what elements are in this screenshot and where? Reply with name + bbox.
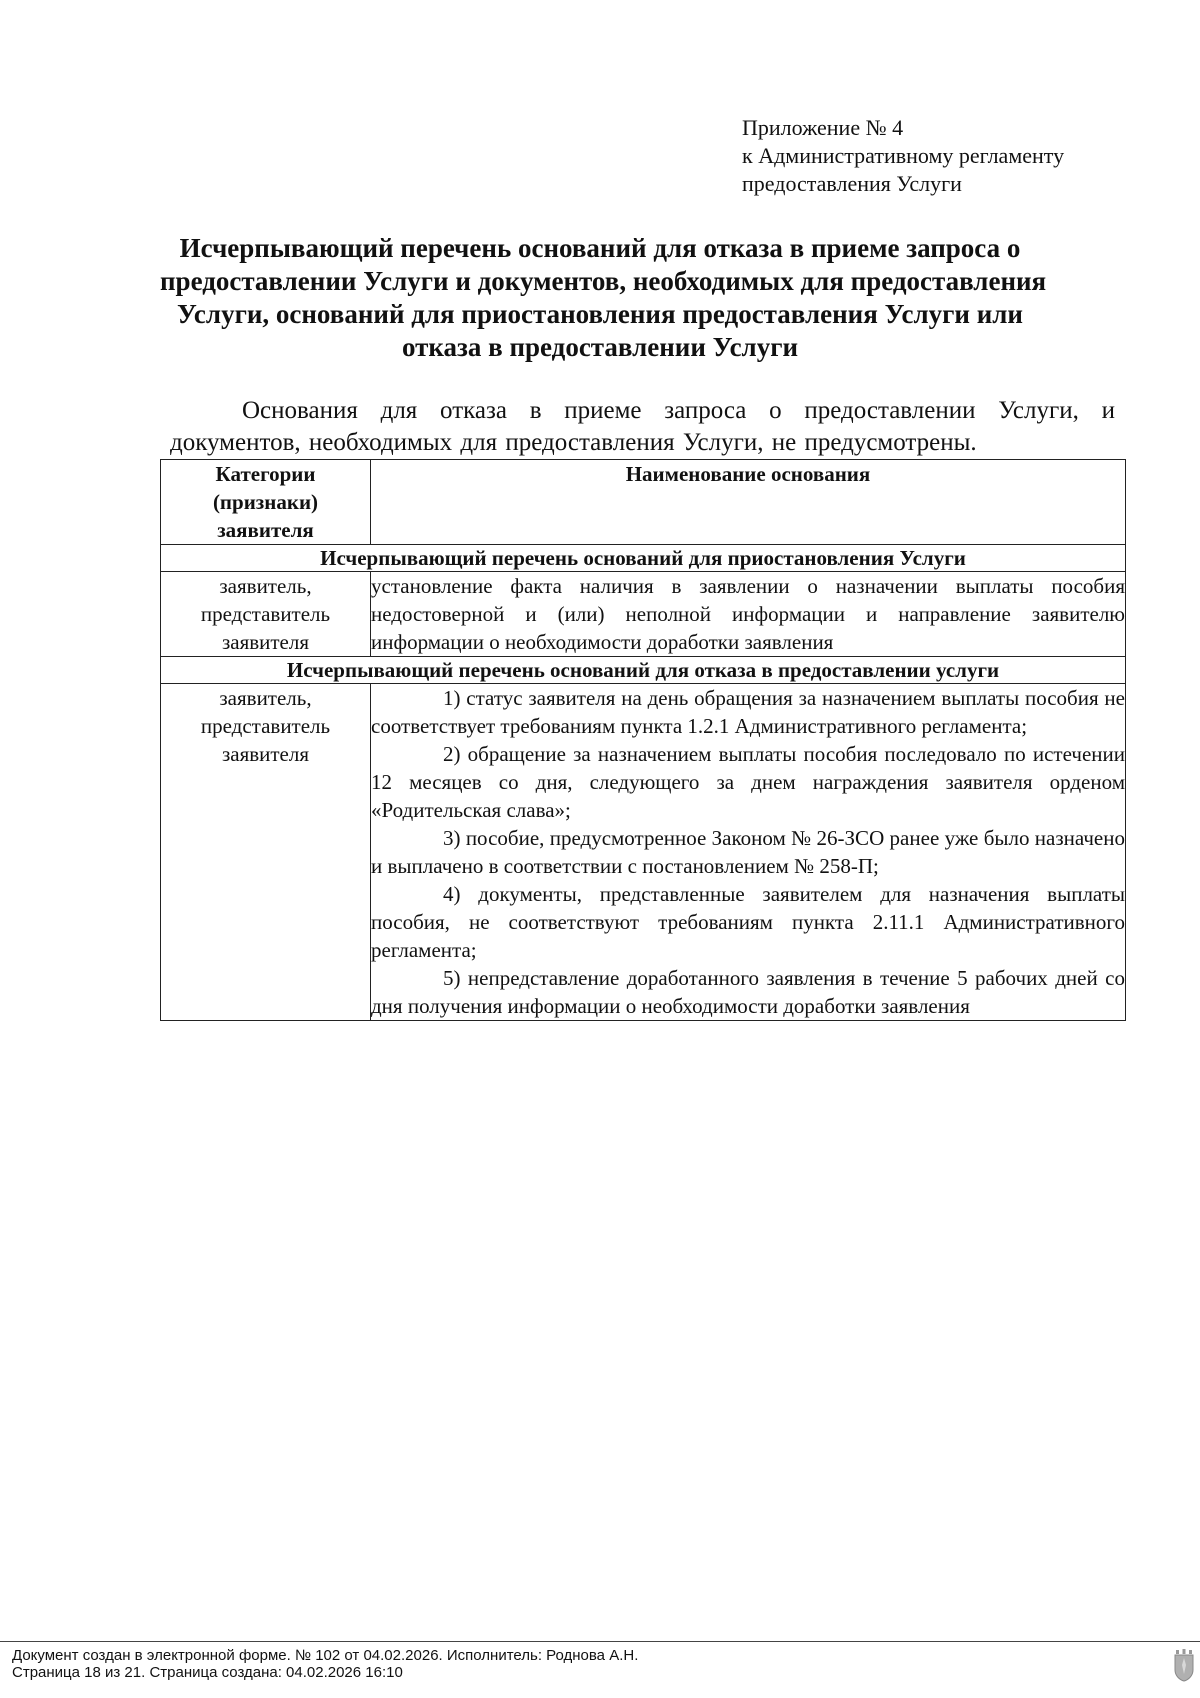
footer-stamp xyxy=(12,1647,638,1681)
title-line-2: предоставлении Услуги и документов, необходимых для предоставления xyxy=(160,266,1047,296)
refusal-text-cell xyxy=(371,684,1126,1021)
refusal-item-4: 4) документы, представленные заявителем для назначения выплаты пособия, не соответствуют требованиям пункта 2.11.1 Административного регламента; xyxy=(371,882,1125,962)
suspension-category-line-2: представитель xyxy=(200,602,331,626)
suspension-category-cell xyxy=(161,572,371,657)
refusal-item-3: 3) пособие, предусмотренное Законом № 26-ЗСО ранее уже было назначено и выплачено в соответствии с постановлением № 258-П; xyxy=(371,826,1125,878)
refusal-category-cell xyxy=(161,684,371,1021)
title-line-4: отказа в предоставлении Услуги xyxy=(401,332,799,362)
suspension-row xyxy=(161,572,1126,657)
suspension-category-line-1: заявитель, xyxy=(219,574,312,598)
footer-line-1: Документ создан в электронной форме. № 102 от 04.02.2026. Исполнитель: Роднова А.Н. xyxy=(12,1647,639,1664)
appendix-line-2: к Административному регламенту xyxy=(742,143,1065,168)
refusal-item-5: 5) непредставление доработанного заявления в течение 5 рабочих дней со дня получения информации о необходимости доработки заявления xyxy=(371,966,1125,1018)
header-category-line-3: заявителя xyxy=(217,518,314,542)
refusal-category-line-1: заявитель, xyxy=(219,686,312,710)
suspension-text-cell: установление факта наличия в заявлении о назначении выплаты пособия недостоверной и (или) неполной информации и направление заявителю информации о необходимости доработки заявления xyxy=(371,572,1126,657)
refusal-heading-row xyxy=(161,657,1126,684)
suspension-heading: Исчерпывающий перечень оснований для приостановления Услуги xyxy=(161,545,1126,572)
coat-of-arms-icon xyxy=(1172,1648,1196,1682)
header-name-cell: Наименование основания xyxy=(371,460,1126,545)
refusal-row xyxy=(161,684,1126,1021)
footer-divider xyxy=(0,1641,1200,1642)
refusal-item-2: 2) обращение за назначением выплаты пособия последовало по истечении 12 месяцев со дня, следующего за днем награждения заявителя орденом «Родительская слава»; xyxy=(371,742,1125,822)
title-line-1: Исчерпывающий перечень оснований для отказа в приеме запроса о xyxy=(179,233,1021,263)
appendix-line-3: предоставления Услуги xyxy=(742,171,962,196)
refusal-heading: Исчерпывающий перечень оснований для отказа в предоставлении услуги xyxy=(161,657,1126,684)
appendix-line-1: Приложение № 4 xyxy=(742,115,904,140)
intro-paragraph: Основания для отказа в приеме запроса о предоставлении Услуги, и документов, необходимых для предоставления Услуги, не предусмотрены. xyxy=(170,397,1115,456)
title-line-3: Услуги, оснований для приостановления предоставления Услуги или xyxy=(177,299,1023,329)
document-title xyxy=(160,232,1047,364)
grounds-table xyxy=(160,459,1126,1021)
suspension-category-line-3: заявителя xyxy=(221,630,310,654)
refusal-item-1: 1) статус заявителя на день обращения за назначением выплаты пособия не соответствует требованиям пункта 1.2.1 Административного регламента; xyxy=(371,686,1125,738)
table-header-row xyxy=(161,460,1126,545)
refusal-category-line-3: заявителя xyxy=(221,742,310,766)
footer-line-2: Страница 18 из 21. Страница создана: 04.02.2026 16:10 xyxy=(12,1664,403,1681)
appendix-block xyxy=(742,114,1064,198)
header-category-cell xyxy=(161,460,371,545)
header-category-line-1: Категории xyxy=(215,462,316,486)
refusal-category-line-2: представитель xyxy=(200,714,331,738)
header-category-line-2: (признаки) xyxy=(212,490,319,514)
suspension-heading-row xyxy=(161,545,1126,572)
